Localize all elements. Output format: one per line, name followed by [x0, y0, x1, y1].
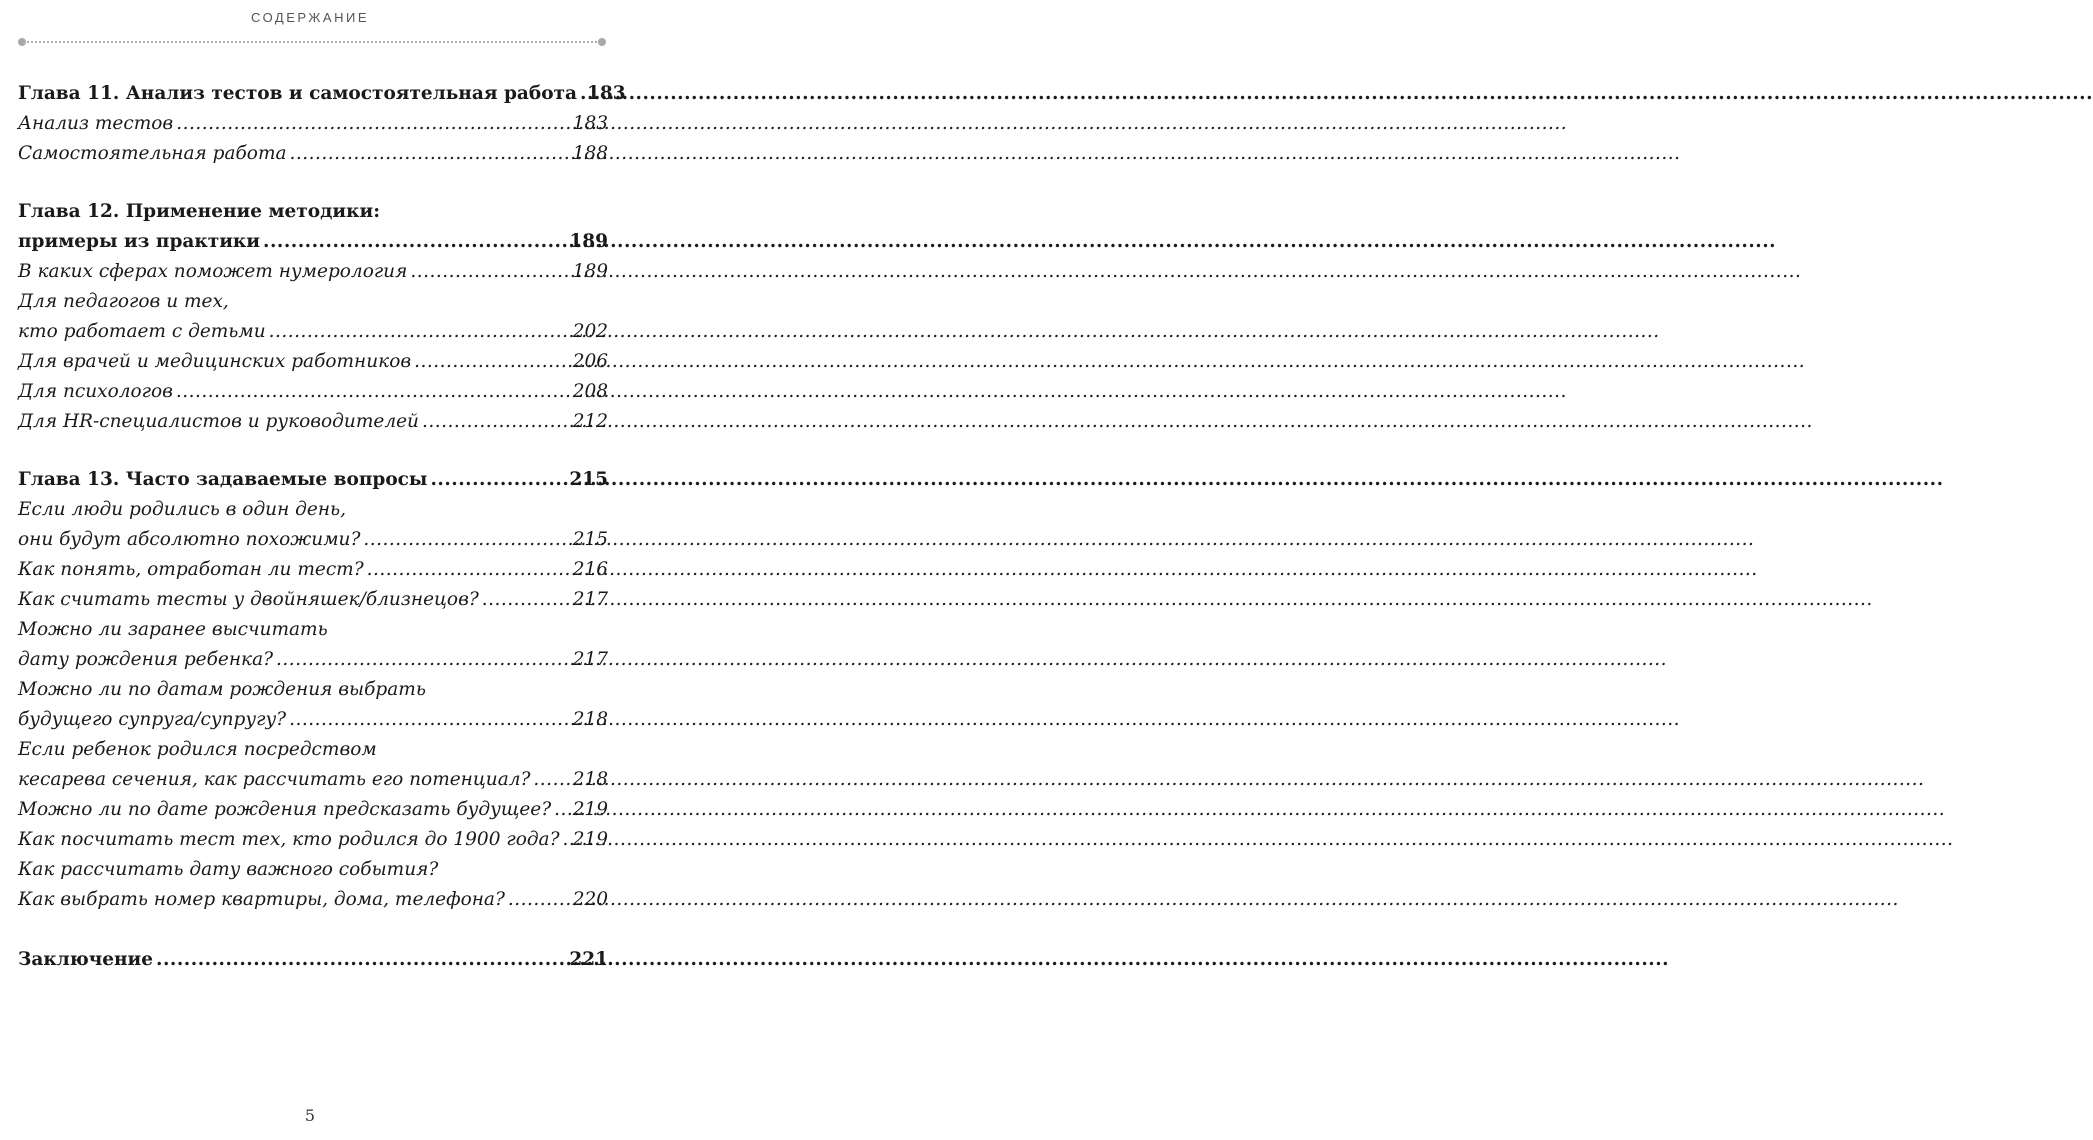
toc-entry[interactable] [18, 585, 608, 615]
toc-entry-title: В каких сферах поможет нумерология [18, 261, 408, 282]
toc-entry-title: Для HR-специалистов и руководителей [18, 411, 419, 432]
toc-entry-page: 220 [572, 889, 608, 910]
toc-leader-dots [263, 227, 566, 257]
toc-entry-page: 212 [572, 411, 608, 432]
toc-entry-page: 217 [572, 649, 608, 670]
toc-leader-dots [430, 465, 566, 495]
toc-entry-page: 183 [572, 113, 608, 134]
toc-entry-title: Самостоятельная работа [18, 143, 287, 164]
toc-entry[interactable] [18, 555, 608, 585]
toc-entry-title: кто работает с детьми [18, 321, 266, 342]
toc-entry[interactable] [18, 825, 608, 855]
toc-entry[interactable] [18, 885, 608, 915]
toc-entry[interactable] [18, 109, 608, 139]
toc-entry-page: 215 [569, 469, 608, 490]
toc-leader-dots [290, 139, 570, 169]
toc-leader-dots [554, 795, 570, 825]
toc-entry[interactable] [18, 705, 608, 735]
toc-entry-page: 188 [572, 143, 608, 164]
toc-leader-dots [422, 407, 570, 437]
toc-entry-chapter-11[interactable] [18, 79, 626, 109]
toc-entry-page: 208 [572, 381, 608, 402]
toc-entry-title-line1: Если ребенок родился посредством [18, 739, 377, 760]
toc-entry-line1[interactable] [18, 855, 608, 885]
toc-leader-dots [269, 317, 570, 347]
page-number: 5 [304, 1106, 316, 1125]
toc-leader-dots [276, 645, 570, 675]
toc-entry[interactable] [18, 645, 608, 675]
toc-entry[interactable] [18, 795, 608, 825]
toc-entry-page: 206 [572, 351, 608, 372]
toc-entry-line1[interactable] [18, 735, 608, 765]
toc-entry-page: 218 [572, 709, 608, 730]
toc-entry-title-line1: Можно ли по датам рождения выбрать [18, 679, 426, 700]
toc-entry-title-line1: Как рассчитать дату важного события? [18, 859, 439, 880]
toc-entry-title: дату рождения ребенка? [18, 649, 274, 670]
running-header: СОДЕРЖАНИЕ [250, 10, 369, 25]
toc-entry-page: 218 [572, 769, 608, 790]
toc-leader-dots [414, 347, 570, 377]
toc-entry[interactable] [18, 347, 608, 377]
toc-entry-chapter-12-line1[interactable] [18, 197, 608, 227]
toc-entry-title-line1: Глава 12. Применение методики: [18, 201, 381, 222]
toc-leader-dots [508, 885, 570, 915]
toc-leader-dots [363, 525, 569, 555]
toc-entry[interactable] [18, 765, 608, 795]
toc-entry-title: Как понять, отработан ли тест? [18, 559, 364, 580]
toc-entry-title: будущего супруга/супругу? [18, 709, 287, 730]
toc-entry-page: 221 [569, 949, 608, 970]
toc-entry[interactable] [18, 377, 608, 407]
section-gap [18, 437, 608, 465]
toc-entry-chapter-13[interactable] [18, 465, 608, 495]
section-gap [18, 169, 608, 197]
toc-leader-dots [367, 555, 570, 585]
section-gap [18, 915, 608, 945]
toc-leader-dots [533, 765, 569, 795]
toc-entry-title: примеры из практики [18, 231, 261, 252]
toc-entry-page: 202 [572, 321, 608, 342]
toc-entry[interactable] [18, 407, 608, 437]
toc-leader-dots [563, 825, 570, 855]
toc-leader-dots [482, 585, 570, 615]
toc-entry-title: Можно ли по дате рождения предсказать будущее? [18, 799, 552, 820]
toc-entry-title: Для психологов [18, 381, 173, 402]
toc-entry[interactable] [18, 139, 608, 169]
toc-entry-title: Для врачей и медицинских работников [18, 351, 412, 372]
toc-entry-page: 215 [572, 529, 608, 550]
toc-entry-title: кесарева сечения, как рассчитать его потенциал? [18, 769, 531, 790]
toc-entry-title: Глава 11. Анализ тестов и самостоятельная работа [18, 83, 577, 104]
toc-entry-title-line1: Для педагогов и тех, [18, 291, 229, 312]
toc-entry-line1[interactable] [18, 495, 608, 525]
toc-entry-title: Как выбрать номер квартиры, дома, телефона? [18, 889, 505, 910]
toc-entry-page: 189 [572, 261, 608, 282]
table-of-contents [18, 79, 626, 975]
toc-entry-title: они будут абсолютно похожими? [18, 529, 361, 550]
toc-entry[interactable] [18, 257, 608, 287]
divider-dotted-line [24, 41, 600, 43]
toc-entry-line1[interactable] [18, 615, 608, 645]
toc-entry-title: Заключение [18, 949, 154, 970]
toc-entry-line1[interactable] [18, 675, 608, 705]
toc-entry-page: 216 [572, 559, 608, 580]
toc-entry-conclusion[interactable] [18, 945, 608, 975]
toc-leader-dots [176, 377, 570, 407]
toc-entry[interactable] [18, 525, 608, 555]
toc-entry-title-line1: Если люди родились в один день, [18, 499, 346, 520]
header-divider [18, 38, 606, 46]
toc-entry-title: Как посчитать тест тех, кто родился до 1900 года? [18, 829, 560, 850]
toc-leader-dots [289, 705, 570, 735]
toc-entry-chapter-12[interactable] [18, 227, 608, 257]
toc-entry-title: Анализ тестов [18, 113, 174, 134]
toc-entry-page: 219 [572, 799, 608, 820]
toc-leader-dots [580, 79, 584, 109]
toc-entry-page: 217 [572, 589, 608, 610]
toc-leader-dots [176, 109, 569, 139]
toc-entry-page: 219 [572, 829, 608, 850]
toc-leader-dots [410, 257, 569, 287]
toc-entry-line1[interactable] [18, 287, 608, 317]
toc-entry-page: 183 [587, 83, 626, 104]
toc-entry-page: 189 [569, 231, 608, 252]
divider-dot-right [598, 38, 606, 46]
toc-entry-title: Как считать тесты у двойняшек/близнецов? [18, 589, 479, 610]
toc-leader-dots [156, 945, 566, 975]
toc-entry-title: Глава 13. Часто задаваемые вопросы [18, 469, 428, 490]
toc-entry[interactable] [18, 317, 608, 347]
toc-entry-title-line1: Можно ли заранее высчитать [18, 619, 328, 640]
